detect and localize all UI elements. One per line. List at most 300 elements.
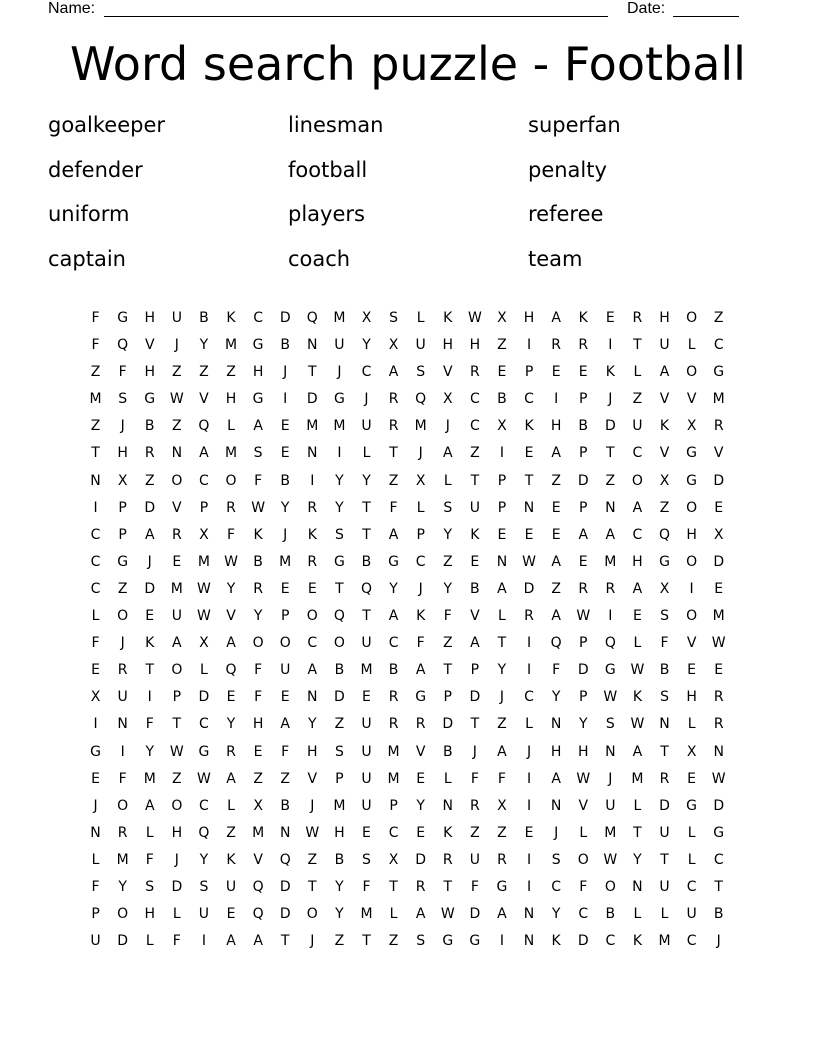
grid-cell[interactable]: O [171, 662, 183, 679]
grid-cell[interactable]: U [469, 499, 480, 516]
grid-cell[interactable]: R [551, 337, 561, 354]
grid-cell[interactable]: E [578, 364, 588, 381]
grid-cell[interactable]: B [253, 553, 263, 570]
grid-cell[interactable]: U [659, 337, 670, 354]
grid-cell[interactable]: X [199, 635, 209, 652]
grid-cell[interactable]: I [337, 445, 342, 462]
grid-cell[interactable]: M [306, 418, 319, 435]
grid-cell[interactable]: E [416, 824, 426, 841]
grid-cell[interactable]: A [632, 580, 643, 597]
grid-cell[interactable]: F [118, 770, 127, 787]
grid-cell[interactable]: D [577, 933, 589, 950]
grid-cell[interactable]: T [362, 499, 371, 516]
grid-cell[interactable]: D [198, 689, 210, 706]
grid-cell[interactable]: M [224, 337, 238, 354]
grid-cell[interactable]: K [307, 526, 317, 543]
grid-cell[interactable]: B [578, 418, 589, 435]
grid-cell[interactable]: U [361, 770, 372, 787]
grid-cell[interactable]: M [712, 391, 725, 408]
grid-cell[interactable]: C [632, 445, 643, 462]
date-field[interactable] [673, 0, 739, 17]
grid-cell[interactable]: W [576, 608, 591, 625]
grid-cell[interactable]: R [578, 580, 589, 597]
grid-cell[interactable]: U [361, 716, 372, 733]
grid-cell[interactable]: Y [253, 608, 263, 625]
grid-cell[interactable]: Z [388, 472, 399, 489]
grid-cell[interactable]: K [416, 608, 426, 625]
grid-cell[interactable]: R [226, 499, 236, 516]
grid-cell[interactable]: Q [225, 662, 237, 679]
grid-cell[interactable]: E [497, 526, 507, 543]
grid-cell[interactable]: B [388, 662, 399, 679]
grid-cell[interactable]: L [91, 851, 100, 868]
grid-cell[interactable]: F [362, 878, 371, 895]
grid-cell[interactable]: G [713, 364, 725, 381]
grid-cell[interactable]: U [361, 418, 372, 435]
grid-cell[interactable]: C [524, 391, 534, 408]
grid-cell[interactable]: Z [172, 770, 182, 787]
grid-cell[interactable]: O [686, 499, 698, 516]
grid-cell[interactable]: Y [389, 580, 398, 597]
grid-cell[interactable]: D [469, 906, 481, 923]
grid-cell[interactable]: J [120, 418, 125, 435]
grid-cell[interactable]: U [659, 824, 670, 841]
grid-cell[interactable]: H [117, 445, 128, 462]
grid-cell[interactable]: H [469, 337, 481, 354]
grid-cell[interactable]: I [526, 770, 532, 787]
grid-cell[interactable]: M [414, 418, 427, 435]
grid-cell[interactable]: G [686, 445, 698, 462]
grid-cell[interactable]: Q [252, 878, 264, 895]
grid-cell[interactable]: R [469, 797, 480, 814]
grid-cell[interactable]: H [550, 743, 562, 760]
grid-cell[interactable]: X [713, 526, 724, 543]
grid-cell[interactable]: R [388, 689, 399, 706]
grid-cell[interactable]: P [579, 445, 588, 462]
grid-cell[interactable]: W [603, 851, 618, 868]
grid-cell[interactable]: E [714, 662, 724, 679]
grid-cell[interactable]: Q [279, 851, 291, 868]
grid-cell[interactable]: E [362, 689, 371, 706]
grid-cell[interactable]: Y [335, 499, 344, 516]
grid-cell[interactable]: U [225, 878, 237, 895]
grid-cell[interactable]: P [497, 472, 507, 489]
grid-cell[interactable]: Z [226, 364, 236, 381]
grid-cell[interactable]: S [334, 526, 344, 543]
grid-cell[interactable]: Y [280, 499, 290, 516]
grid-cell[interactable]: J [472, 743, 477, 760]
grid-cell[interactable]: N [90, 824, 101, 841]
grid-cell[interactable]: I [526, 797, 532, 814]
grid-cell[interactable]: N [713, 743, 724, 760]
grid-cell[interactable]: T [335, 580, 344, 597]
grid-cell[interactable]: I [147, 689, 152, 706]
grid-cell[interactable]: G [713, 824, 725, 841]
grid-cell[interactable]: R [524, 608, 534, 625]
grid-cell[interactable]: T [308, 364, 317, 381]
grid-cell[interactable]: Q [198, 418, 210, 435]
grid-cell[interactable]: U [117, 689, 128, 706]
grid-cell[interactable]: H [144, 906, 155, 923]
grid-cell[interactable]: K [470, 526, 480, 543]
grid-cell[interactable]: C [388, 635, 399, 652]
grid-cell[interactable]: M [224, 445, 238, 462]
grid-cell[interactable]: F [145, 716, 154, 733]
grid-cell[interactable]: L [200, 662, 208, 679]
grid-cell[interactable]: E [226, 689, 236, 706]
grid-cell[interactable]: U [198, 906, 210, 923]
grid-cell[interactable]: N [659, 716, 670, 733]
grid-cell[interactable]: H [252, 364, 264, 381]
grid-cell[interactable]: E [362, 824, 371, 841]
grid-cell[interactable]: X [659, 580, 670, 597]
grid-cell[interactable]: O [117, 797, 129, 814]
grid-cell[interactable]: U [361, 743, 372, 760]
grid-cell[interactable]: M [604, 824, 617, 841]
grid-cell[interactable]: R [144, 445, 155, 462]
grid-cell[interactable]: P [524, 364, 534, 381]
grid-cell[interactable]: Y [443, 526, 453, 543]
grid-cell[interactable]: Z [497, 716, 507, 733]
grid-cell[interactable]: R [632, 310, 643, 326]
grid-cell[interactable]: L [660, 906, 669, 923]
grid-cell[interactable]: N [605, 743, 616, 760]
grid-cell[interactable]: V [442, 364, 453, 381]
grid-cell[interactable]: H [144, 364, 155, 381]
grid-cell[interactable]: Z [470, 445, 480, 462]
grid-cell[interactable]: O [686, 553, 698, 570]
grid-cell[interactable]: J [554, 824, 559, 841]
grid-cell[interactable]: E [632, 608, 642, 625]
grid-cell[interactable]: P [579, 689, 588, 706]
grid-cell[interactable]: X [415, 472, 426, 489]
grid-cell[interactable]: P [91, 906, 100, 923]
grid-cell[interactable]: L [362, 445, 371, 462]
grid-cell[interactable]: C [253, 310, 263, 326]
grid-cell[interactable]: I [93, 499, 98, 516]
grid-cell[interactable]: M [658, 933, 671, 950]
grid-cell[interactable]: Z [307, 851, 318, 868]
grid-cell[interactable]: V [686, 391, 697, 408]
grid-cell[interactable]: A [415, 906, 426, 923]
grid-cell[interactable]: Z [497, 337, 507, 354]
grid-cell[interactable]: C [199, 472, 209, 489]
grid-cell[interactable]: F [254, 662, 263, 679]
grid-cell[interactable]: A [551, 770, 561, 787]
grid-cell[interactable]: Z [470, 824, 480, 841]
grid-cell[interactable]: H [686, 689, 697, 706]
grid-cell[interactable]: N [496, 553, 508, 570]
grid-cell[interactable]: T [362, 526, 371, 543]
grid-cell[interactable]: I [608, 608, 613, 625]
grid-cell[interactable]: W [251, 499, 266, 516]
grid-cell[interactable]: Z [144, 472, 155, 489]
grid-cell[interactable]: Z [90, 364, 101, 381]
grid-cell[interactable]: P [118, 499, 127, 516]
grid-cell[interactable]: A [551, 445, 561, 462]
grid-cell[interactable]: Y [335, 472, 344, 489]
grid-cell[interactable]: F [281, 743, 290, 760]
grid-cell[interactable]: M [360, 662, 373, 679]
grid-cell[interactable]: Z [172, 418, 182, 435]
grid-cell[interactable]: B [605, 906, 616, 923]
grid-cell[interactable]: L [227, 418, 235, 435]
grid-cell[interactable]: A [199, 445, 209, 462]
grid-cell[interactable]: P [416, 526, 425, 543]
grid-cell[interactable]: Z [713, 310, 724, 326]
grid-cell[interactable]: B [497, 391, 507, 408]
grid-cell[interactable]: D [659, 797, 670, 814]
grid-cell[interactable]: M [333, 418, 346, 435]
grid-cell[interactable]: E [307, 580, 317, 597]
grid-cell[interactable]: R [713, 716, 724, 733]
grid-cell[interactable]: C [551, 878, 562, 895]
grid-cell[interactable]: A [415, 662, 426, 679]
grid-cell[interactable]: P [118, 526, 127, 543]
grid-cell[interactable]: Y [226, 580, 236, 597]
grid-cell[interactable]: L [687, 716, 696, 733]
grid-cell[interactable]: E [253, 743, 263, 760]
grid-cell[interactable]: Q [604, 635, 616, 652]
grid-cell[interactable]: R [388, 716, 399, 733]
grid-cell[interactable]: W [197, 580, 211, 597]
grid-cell[interactable]: D [117, 933, 129, 950]
grid-cell[interactable]: Z [442, 553, 453, 570]
grid-cell[interactable]: T [633, 337, 642, 354]
grid-cell[interactable]: Z [388, 933, 399, 950]
grid-cell[interactable]: H [334, 824, 345, 841]
grid-cell[interactable]: T [362, 933, 371, 950]
grid-cell[interactable]: Y [633, 851, 642, 868]
grid-cell[interactable]: P [579, 391, 588, 408]
grid-cell[interactable]: G [604, 662, 616, 679]
grid-cell[interactable]: Y [551, 689, 561, 706]
grid-cell[interactable]: G [496, 878, 508, 895]
grid-cell[interactable]: R [497, 851, 507, 868]
grid-cell[interactable]: T [606, 445, 615, 462]
grid-cell[interactable]: M [712, 608, 725, 625]
grid-cell[interactable]: R [388, 418, 399, 435]
grid-cell[interactable]: B [334, 851, 345, 868]
grid-cell[interactable]: S [118, 391, 128, 408]
grid-cell[interactable]: O [117, 608, 129, 625]
grid-cell[interactable]: R [659, 770, 670, 787]
grid-cell[interactable]: V [578, 797, 589, 814]
grid-cell[interactable]: S [199, 878, 209, 895]
grid-cell[interactable]: I [201, 933, 206, 950]
grid-cell[interactable]: I [526, 337, 532, 354]
grid-cell[interactable]: W [197, 770, 211, 787]
grid-cell[interactable]: J [526, 743, 532, 760]
grid-cell[interactable]: R [442, 851, 453, 868]
grid-cell[interactable]: X [497, 310, 507, 326]
grid-cell[interactable]: O [686, 608, 698, 625]
grid-cell[interactable]: V [226, 608, 236, 625]
grid-cell[interactable]: I [283, 391, 288, 408]
grid-cell[interactable]: Y [118, 878, 127, 895]
grid-cell[interactable]: Z [551, 472, 561, 489]
grid-cell[interactable]: W [576, 770, 591, 787]
grid-cell[interactable]: G [659, 553, 670, 570]
grid-cell[interactable]: V [199, 391, 209, 408]
grid-cell[interactable]: Z [199, 364, 209, 381]
grid-cell[interactable]: S [660, 608, 669, 625]
grid-cell[interactable]: S [362, 851, 371, 868]
grid-cell[interactable]: N [117, 716, 128, 733]
grid-cell[interactable]: D [415, 851, 427, 868]
grid-cell[interactable]: T [470, 716, 480, 733]
grid-cell[interactable]: E [714, 499, 724, 516]
grid-cell[interactable]: D [144, 580, 156, 597]
grid-cell[interactable]: L [687, 851, 696, 868]
grid-cell[interactable]: I [499, 445, 505, 462]
grid-cell[interactable]: Z [280, 770, 290, 787]
grid-cell[interactable]: J [716, 933, 721, 950]
grid-cell[interactable]: W [711, 770, 726, 787]
grid-cell[interactable]: M [143, 770, 156, 787]
grid-cell[interactable]: E [714, 580, 724, 597]
grid-cell[interactable]: A [226, 635, 236, 652]
grid-cell[interactable]: O [225, 472, 237, 489]
grid-cell[interactable]: Y [199, 337, 209, 354]
grid-cell[interactable]: J [499, 689, 505, 706]
grid-cell[interactable]: E [145, 608, 155, 625]
grid-cell[interactable]: F [254, 472, 263, 489]
grid-cell[interactable]: T [660, 743, 669, 760]
grid-cell[interactable]: W [224, 553, 238, 570]
grid-cell[interactable]: L [416, 310, 425, 326]
grid-cell[interactable]: P [335, 770, 344, 787]
grid-cell[interactable]: F [172, 933, 181, 950]
grid-cell[interactable]: I [310, 472, 315, 489]
grid-cell[interactable]: F [91, 337, 100, 354]
grid-cell[interactable]: J [364, 391, 369, 408]
grid-cell[interactable]: U [171, 310, 182, 326]
grid-cell[interactable]: L [579, 824, 588, 841]
grid-cell[interactable]: J [120, 635, 125, 652]
grid-cell[interactable]: W [630, 662, 645, 679]
grid-cell[interactable]: U [361, 797, 372, 814]
grid-cell[interactable]: J [283, 364, 288, 381]
grid-cell[interactable]: Y [335, 878, 344, 895]
grid-cell[interactable]: X [388, 851, 399, 868]
grid-cell[interactable]: D [279, 906, 291, 923]
grid-cell[interactable]: F [145, 851, 154, 868]
grid-cell[interactable]: T [524, 472, 534, 489]
grid-cell[interactable]: E [605, 310, 615, 326]
grid-cell[interactable]: Q [659, 526, 671, 543]
grid-cell[interactable]: D [469, 689, 481, 706]
grid-cell[interactable]: N [307, 689, 318, 706]
grid-cell[interactable]: T [443, 878, 453, 895]
grid-cell[interactable]: P [199, 499, 209, 516]
grid-cell[interactable]: C [90, 553, 101, 570]
grid-cell[interactable]: I [526, 878, 532, 895]
grid-cell[interactable]: N [523, 933, 535, 950]
grid-cell[interactable]: R [117, 824, 128, 841]
grid-cell[interactable]: T [389, 878, 398, 895]
grid-cell[interactable]: T [172, 716, 182, 733]
grid-cell[interactable]: H [577, 743, 589, 760]
grid-cell[interactable]: A [551, 553, 561, 570]
grid-cell[interactable]: S [605, 716, 615, 733]
grid-cell[interactable]: A [388, 608, 399, 625]
grid-cell[interactable]: P [579, 499, 588, 516]
grid-cell[interactable]: P [280, 608, 290, 625]
grid-cell[interactable]: X [117, 472, 128, 489]
grid-cell[interactable]: O [604, 878, 616, 895]
grid-cell[interactable]: W [440, 906, 455, 923]
grid-cell[interactable]: B [144, 418, 155, 435]
grid-cell[interactable]: E [551, 526, 561, 543]
grid-cell[interactable]: W [169, 391, 184, 408]
grid-cell[interactable]: Q [198, 824, 210, 841]
grid-cell[interactable]: P [579, 635, 588, 652]
grid-cell[interactable]: M [387, 770, 400, 787]
grid-cell[interactable]: C [578, 906, 589, 923]
grid-cell[interactable]: Y [199, 851, 209, 868]
grid-cell[interactable]: S [253, 445, 263, 462]
grid-cell[interactable]: N [307, 445, 318, 462]
grid-cell[interactable]: I [608, 337, 613, 354]
grid-cell[interactable]: A [388, 364, 399, 381]
grid-cell[interactable]: F [579, 878, 588, 895]
grid-cell[interactable]: U [171, 608, 182, 625]
grid-cell[interactable]: A [280, 716, 290, 733]
grid-cell[interactable]: C [469, 418, 480, 435]
grid-cell[interactable]: U [415, 337, 426, 354]
grid-cell[interactable]: E [470, 553, 480, 570]
grid-cell[interactable]: R [415, 716, 426, 733]
grid-cell[interactable]: C [632, 526, 643, 543]
grid-cell[interactable]: A [659, 364, 670, 381]
grid-cell[interactable]: W [467, 310, 482, 326]
grid-cell[interactable]: S [660, 689, 669, 706]
grid-cell[interactable]: G [117, 310, 129, 326]
grid-cell[interactable]: U [361, 635, 372, 652]
grid-cell[interactable]: Q [550, 635, 562, 652]
grid-cell[interactable]: S [389, 310, 399, 326]
grid-cell[interactable]: M [333, 310, 346, 326]
grid-cell[interactable]: E [91, 770, 100, 787]
grid-cell[interactable]: A [307, 662, 318, 679]
grid-cell[interactable]: U [90, 933, 101, 950]
grid-cell[interactable]: U [469, 851, 480, 868]
grid-cell[interactable]: A [253, 933, 263, 950]
grid-cell[interactable]: C [713, 851, 724, 868]
grid-cell[interactable]: N [307, 337, 318, 354]
grid-cell[interactable]: D [279, 310, 291, 326]
grid-cell[interactable]: T [145, 662, 155, 679]
grid-cell[interactable]: A [144, 797, 155, 814]
grid-cell[interactable]: V [659, 445, 670, 462]
grid-cell[interactable]: F [443, 608, 452, 625]
grid-cell[interactable]: A [442, 445, 453, 462]
grid-cell[interactable]: R [713, 418, 724, 435]
grid-cell[interactable]: B [199, 310, 209, 326]
grid-cell[interactable]: Y [443, 580, 453, 597]
grid-cell[interactable]: B [361, 553, 372, 570]
grid-cell[interactable]: Z [659, 499, 670, 516]
grid-cell[interactable]: Y [362, 337, 371, 354]
grid-cell[interactable]: J [337, 364, 342, 381]
grid-cell[interactable]: R [469, 364, 480, 381]
grid-cell[interactable]: E [497, 364, 507, 381]
grid-cell[interactable]: I [526, 662, 532, 679]
grid-cell[interactable]: H [523, 310, 535, 326]
grid-cell[interactable]: Y [551, 906, 561, 923]
grid-cell[interactable]: F [91, 310, 100, 326]
